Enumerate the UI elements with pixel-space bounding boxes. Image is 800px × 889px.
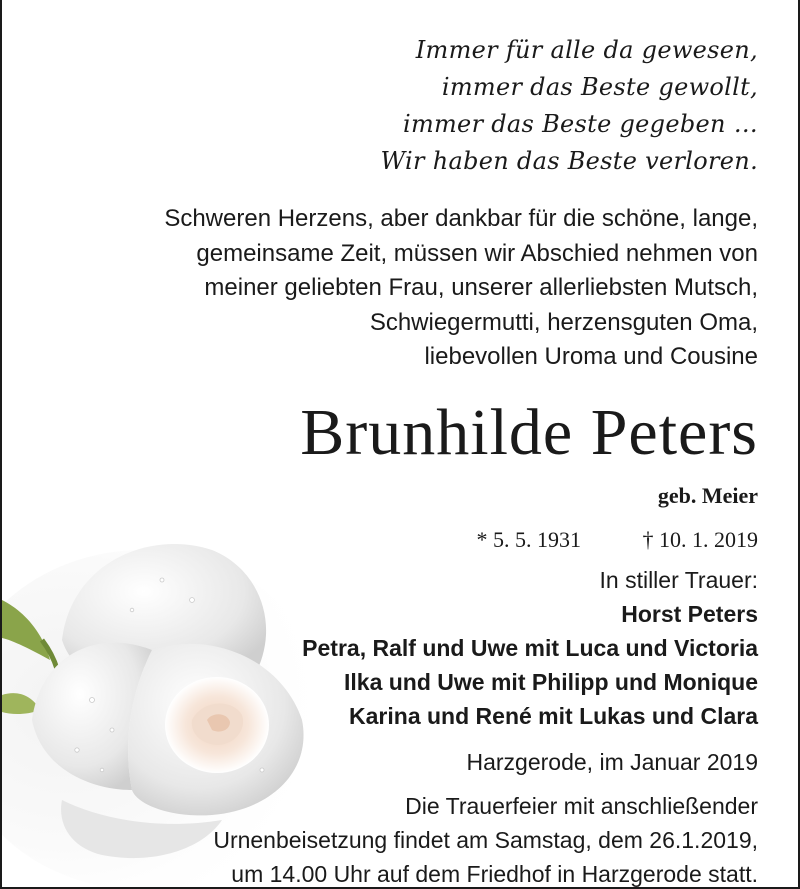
life-dates [58,525,758,555]
maiden-name: geb. Meier [657,482,758,508]
mourning-label: In stiller Trauer: [599,566,758,593]
funeral-info [58,789,758,889]
funeral-line: Urnenbeisetzung findet am Samstag, dem 26.1.2019, [213,826,758,853]
mourner-name: Petra, Ralf und Uwe mit Luca und Victoria [302,634,758,661]
poem-line: Immer für alle da gewesen, [415,36,758,64]
intro-line: liebevollen Uroma und Cousine [424,343,758,370]
mourner-name: Horst Peters [621,600,758,627]
poem-line: immer das Beste gegeben … [402,110,758,138]
death-date: † 10. 1. 2019 [642,526,758,552]
poem-line: Wir haben das Beste verloren. [380,147,758,175]
intro-line: Schweren Herzens, aber dankbar für die schöne, lange, [164,205,758,232]
birth-date: * 5. 5. 1931 [476,526,581,552]
funeral-line: Die Trauerfeier mit anschließender [405,792,758,819]
funeral-line: um 14.00 Uhr auf dem Friedhof in Harzgerode statt. [231,860,758,887]
intro-text [58,202,758,375]
notice-text [58,0,758,889]
place-date: Harzgerode, im Januar 2019 [466,748,758,775]
mourner-name: Karina und René mit Lukas und Clara [349,702,758,729]
mourner-name: Ilka und Uwe mit Philipp und Monique [344,668,758,695]
intro-line: Schwiegermutti, herzensguten Oma, [369,308,758,336]
poem [58,32,758,180]
deceased-name: Brunhilde Peters [300,395,758,469]
intro-line: gemeinsame Zeit, müssen wir Abschied nehmen von [196,239,758,267]
mourners-list [58,597,758,733]
intro-line: meiner geliebten Frau, unserer allerliebsten Mutsch, [204,274,758,301]
poem-line: immer das Beste gewollt, [441,73,758,101]
